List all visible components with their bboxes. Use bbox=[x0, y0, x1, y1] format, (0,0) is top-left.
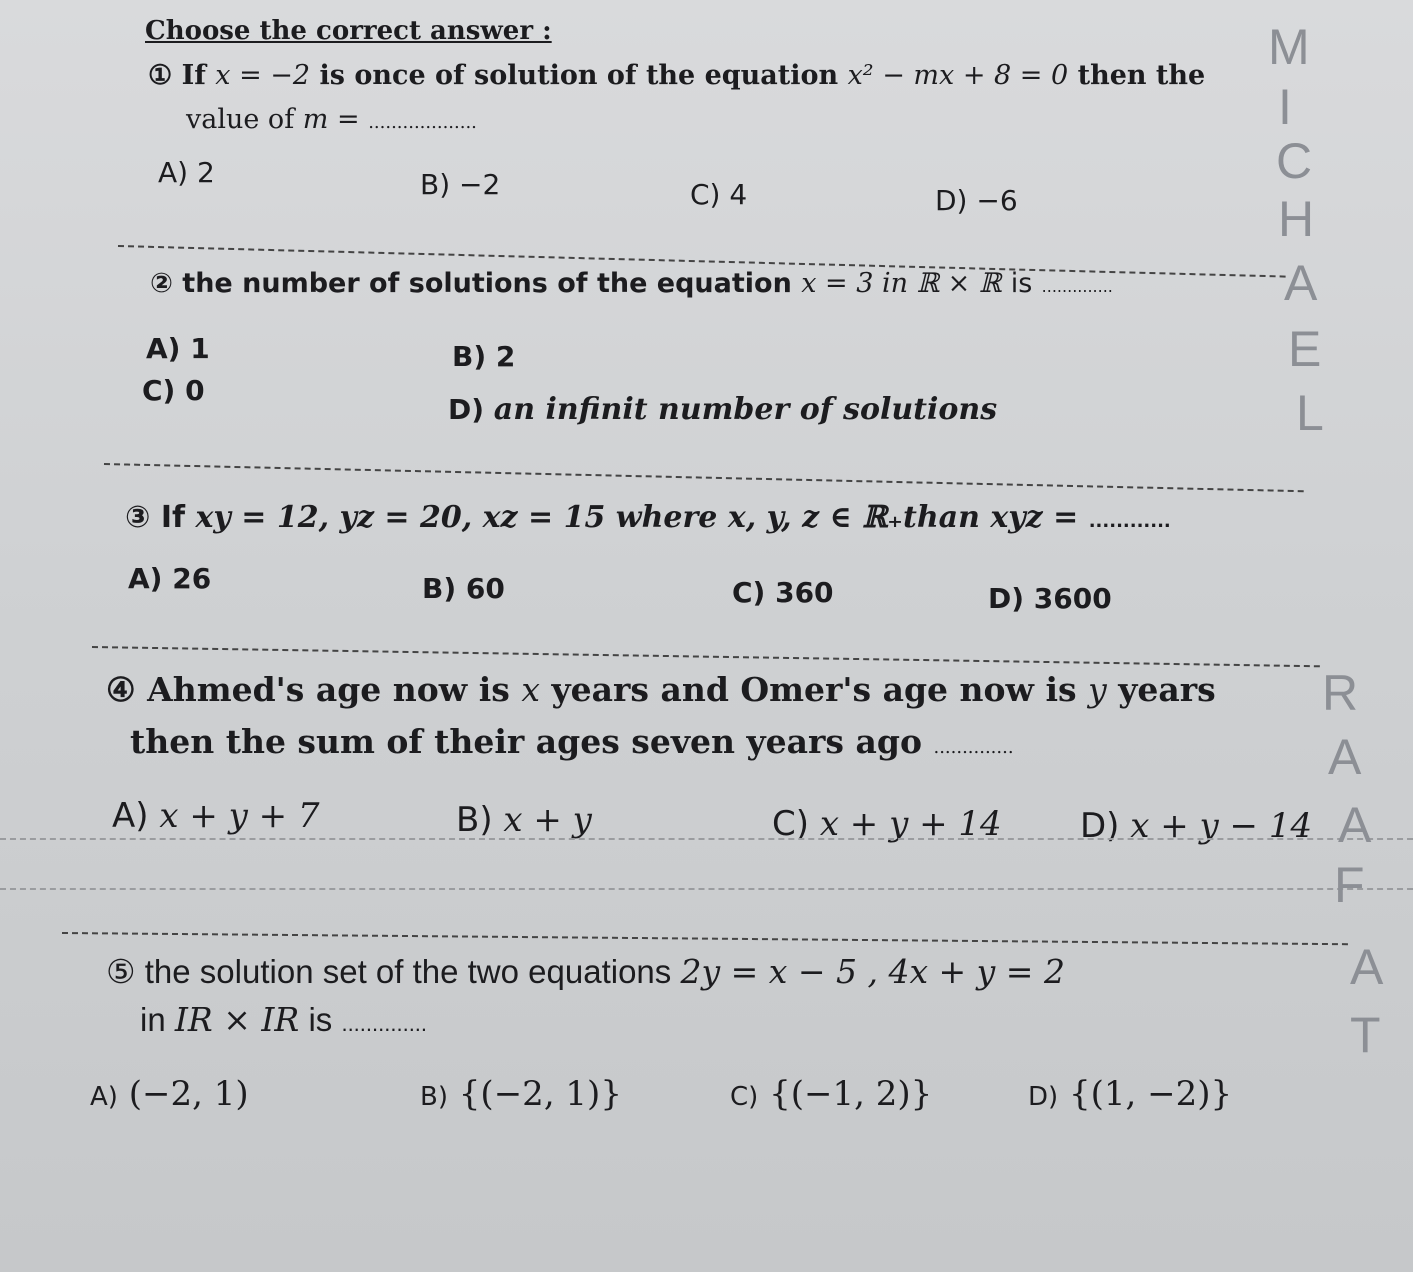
question-1-math-m: m = bbox=[302, 104, 360, 135]
question-5-text-a: the solution set of the two equations bbox=[144, 953, 672, 990]
question-2-blank: .............. bbox=[1041, 277, 1113, 296]
question-1-text-c: then the bbox=[1077, 60, 1206, 91]
question-4-text-c: years bbox=[1118, 670, 1216, 709]
question-2-option-d bbox=[448, 392, 997, 427]
question-4-option-d-value: x + y − 14 bbox=[1130, 806, 1313, 846]
question-1-text-a: If bbox=[181, 60, 206, 91]
question-4-var-x: x bbox=[521, 670, 540, 709]
question-3-option-c: C) 360 bbox=[732, 576, 834, 609]
divider-3 bbox=[92, 646, 1320, 667]
question-1-line-2-text: value of bbox=[186, 104, 295, 135]
question-1-number: ① bbox=[148, 60, 173, 91]
question-4-text-b: years and Omer's age now is bbox=[551, 670, 1077, 709]
faint-line-2 bbox=[0, 888, 1413, 890]
question-2-option-d-text: an infinit number of solutions bbox=[493, 392, 998, 427]
question-5-option-c-value: {(−1, 2)} bbox=[769, 1074, 933, 1114]
margin-letter-t: T bbox=[1350, 1007, 1381, 1063]
question-3-math: xy = 12, yz = 20, xz = 15 where x, y, z ∈ ℝ₊than xyz = bbox=[195, 500, 1079, 535]
question-4-option-d bbox=[1080, 806, 1312, 846]
question-5-option-d bbox=[1028, 1074, 1232, 1114]
question-5-option-c-label: C) bbox=[730, 1082, 759, 1112]
margin-letter-i: I bbox=[1278, 79, 1292, 135]
question-2-option-d-label: D) bbox=[448, 393, 485, 426]
question-5-equations: 2y = x − 5 , 4x + y = 2 bbox=[680, 952, 1065, 991]
question-1-math-a: x = −2 bbox=[215, 60, 311, 91]
question-4-option-b-label: B) bbox=[456, 800, 493, 840]
question-4-option-b bbox=[456, 800, 592, 840]
question-2-option-a: A) 1 bbox=[146, 332, 210, 365]
margin-letter-c: C bbox=[1276, 133, 1313, 189]
margin-letter-f: F bbox=[1334, 857, 1365, 913]
question-1-option-b: B) −2 bbox=[420, 168, 501, 201]
question-2-math: x = 3 in ℝ × ℝ bbox=[801, 268, 1002, 299]
question-3-option-d: D) 3600 bbox=[988, 582, 1112, 615]
question-5-line-1 bbox=[106, 952, 1065, 991]
question-2-option-b: B) 2 bbox=[452, 340, 516, 373]
question-1-text-b: is once of solution of the equation bbox=[319, 60, 839, 91]
question-4-option-c-value: x + y + 14 bbox=[819, 804, 1002, 844]
question-5-line-2-a: in bbox=[140, 1001, 166, 1038]
question-5-math-b: IR × IR bbox=[174, 1000, 300, 1039]
margin-letter-a-3: A bbox=[1338, 797, 1372, 853]
question-5-option-a bbox=[90, 1074, 249, 1114]
margin-letter-a-2: A bbox=[1328, 729, 1362, 785]
question-3-number: ③ bbox=[125, 500, 151, 535]
question-4-option-d-label: D) bbox=[1080, 806, 1120, 846]
margin-letter-m: M bbox=[1268, 19, 1310, 75]
question-5-line-2-b: is bbox=[308, 1001, 333, 1038]
margin-letter-l: L bbox=[1296, 385, 1324, 441]
question-4-blank: .............. bbox=[933, 737, 1014, 758]
question-2-text-b: is bbox=[1010, 268, 1033, 299]
question-2-text-a: the number of solutions of the equation bbox=[182, 268, 792, 299]
question-1-line-2 bbox=[186, 104, 477, 135]
page-heading: Choose the correct answer : bbox=[145, 16, 552, 46]
question-1-blank: ................... bbox=[368, 112, 477, 133]
question-5-number: ⑤ bbox=[106, 953, 136, 990]
question-1-option-c: C) 4 bbox=[690, 178, 748, 211]
margin-letter-e: E bbox=[1288, 321, 1322, 377]
question-5-option-b-label: B) bbox=[420, 1082, 448, 1112]
question-4-option-a-value: x + y + 7 bbox=[159, 796, 320, 836]
question-2-option-c: C) 0 bbox=[142, 374, 205, 407]
question-2-number: ② bbox=[150, 268, 173, 299]
question-5-option-a-label: A) bbox=[90, 1082, 118, 1112]
question-4-option-b-value: x + y bbox=[503, 800, 592, 840]
divider-4 bbox=[62, 932, 1348, 945]
margin-letter-a-4: A bbox=[1350, 939, 1384, 995]
question-5-blank: .............. bbox=[341, 1011, 428, 1036]
question-4-option-a-label: A) bbox=[112, 796, 149, 836]
question-4-text-a: Ahmed's age now is bbox=[147, 670, 510, 709]
margin-letter-a-1: A bbox=[1284, 255, 1318, 311]
question-4-line-1 bbox=[106, 670, 1216, 709]
question-5-option-c bbox=[730, 1074, 932, 1114]
faint-line-1 bbox=[0, 838, 1413, 840]
question-3-text-a: If bbox=[160, 500, 186, 535]
question-5-option-d-label: D) bbox=[1028, 1082, 1059, 1112]
question-5-option-a-value: (−2, 1) bbox=[128, 1074, 249, 1114]
question-1-equation: x² − mx + 8 = 0 bbox=[847, 60, 1069, 91]
question-3-line bbox=[125, 500, 1171, 535]
question-3-blank: ............ bbox=[1088, 511, 1171, 532]
question-4-var-y: y bbox=[1088, 670, 1107, 709]
margin-letter-r: R bbox=[1322, 665, 1359, 721]
question-2-line-1 bbox=[150, 268, 1113, 299]
question-3-option-a: A) 26 bbox=[128, 562, 212, 595]
question-5-option-b bbox=[420, 1074, 622, 1114]
question-5-option-d-value: {(1, −2)} bbox=[1068, 1074, 1233, 1114]
question-4-number: ④ bbox=[106, 670, 136, 709]
question-4-option-c-label: C) bbox=[772, 804, 810, 844]
question-1-line-1 bbox=[148, 60, 1205, 91]
divider-2 bbox=[104, 463, 1304, 492]
question-5-option-b-value: {(−2, 1)} bbox=[458, 1074, 622, 1114]
question-3-option-b: B) 60 bbox=[422, 572, 505, 605]
question-4-line-2 bbox=[130, 722, 1014, 761]
question-4-line-2-text: then the sum of their ages seven years ago bbox=[130, 722, 922, 761]
margin-letter-h: H bbox=[1278, 191, 1315, 247]
question-5-line-2 bbox=[140, 1000, 427, 1039]
question-1-option-d: D) −6 bbox=[935, 184, 1018, 217]
question-1-option-a: A) 2 bbox=[158, 156, 215, 189]
question-4-option-a bbox=[112, 796, 320, 836]
